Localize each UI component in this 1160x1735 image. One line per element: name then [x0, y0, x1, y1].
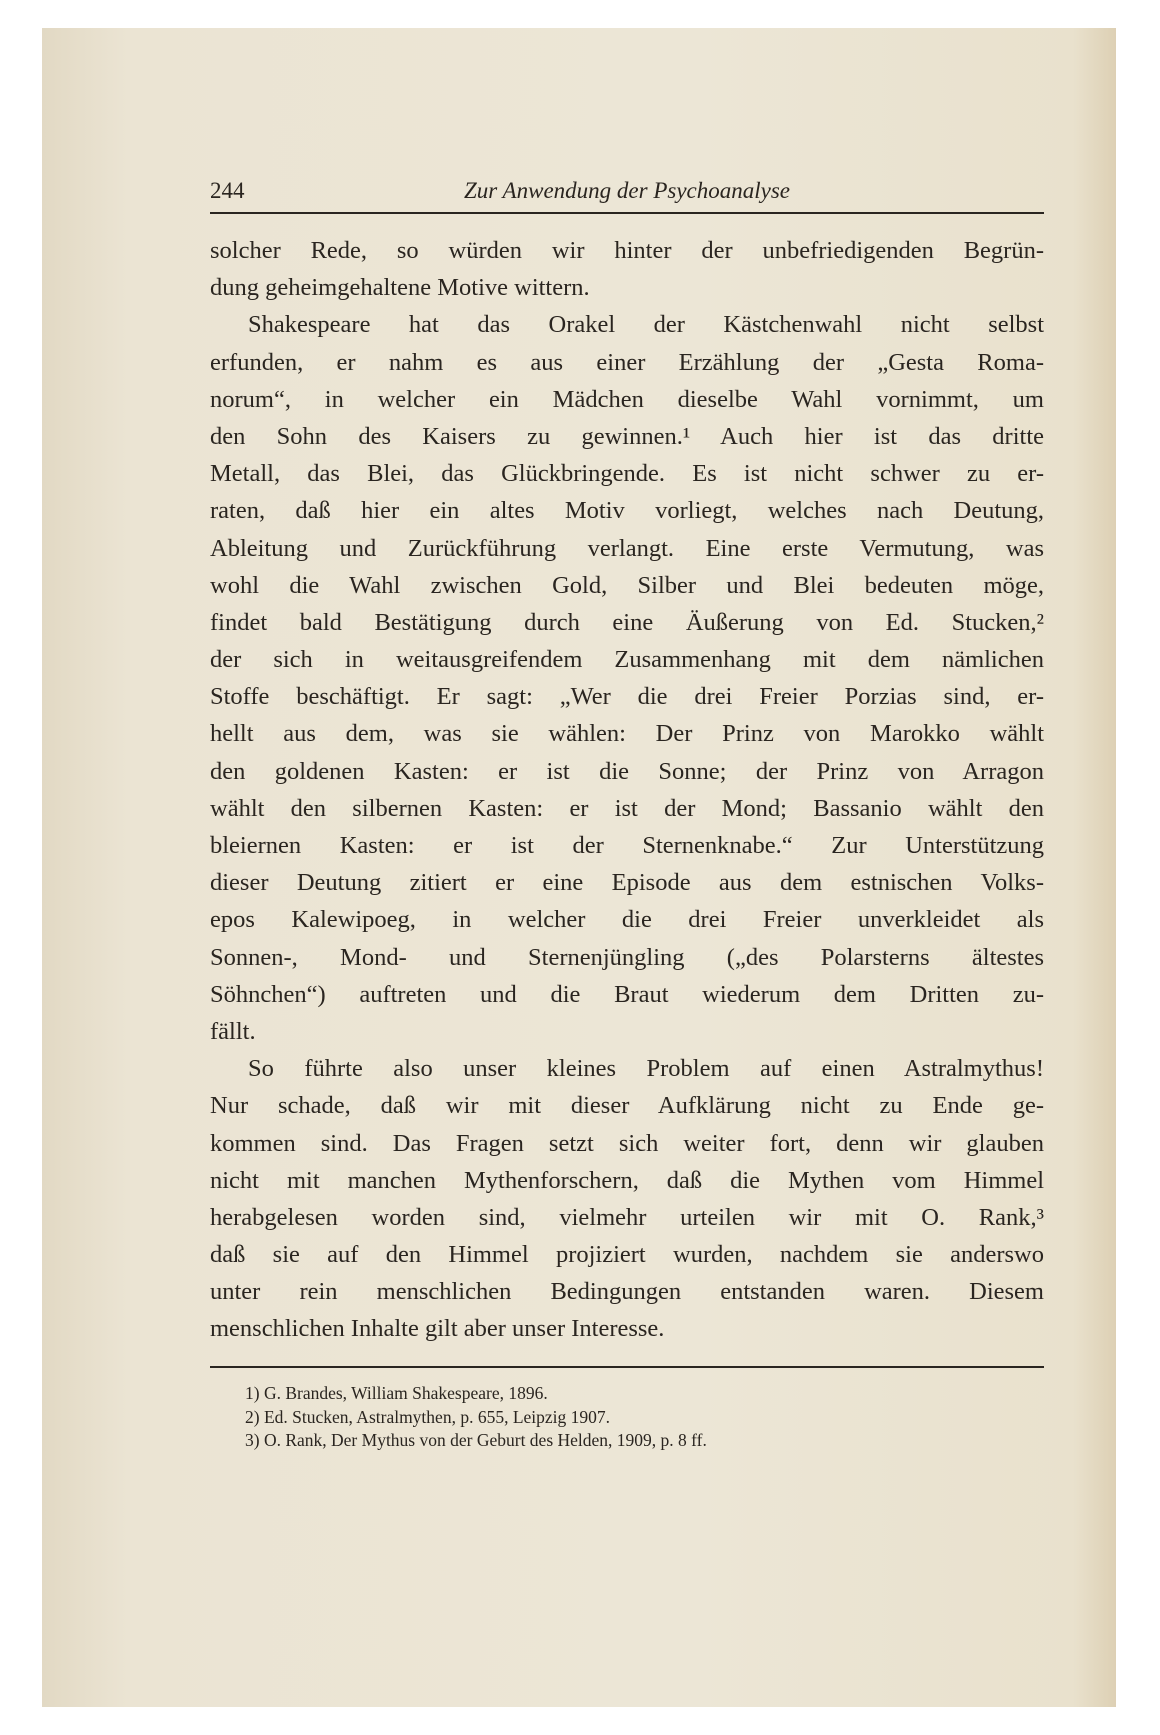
footnotes [245, 1382, 707, 1453]
text-line: erfunden, er nahm es aus einer Erzählung der „Gesta Roma- [210, 348, 1044, 376]
text-line: menschlichen Inhalte gilt aber unser Interesse. [210, 1315, 665, 1343]
header-rule [210, 212, 1044, 214]
text-line: fällt. [210, 1017, 256, 1045]
text-line: Shakespeare hat das Orakel der Kästchenwahl nicht selbst [248, 311, 1044, 339]
text-line: dung geheimgehaltene Motive wittern. [210, 274, 590, 302]
text-line: norum“, in welcher ein Mädchen dieselbe Wahl vornimmt, um [210, 385, 1044, 413]
text-line: hellt aus dem, was sie wählen: Der Prinz von Marokko wählt [210, 720, 1044, 748]
text-line: wählt den silbernen Kasten: er ist der Mond; Bassanio wählt den [210, 794, 1044, 822]
text-line: kommen sind. Das Fragen setzt sich weiter fort, denn wir glauben [210, 1129, 1044, 1157]
footnote-rule [210, 1366, 1044, 1368]
text-line: epos Kalewipoeg, in welcher die drei Freier unverkleidet als [210, 906, 1044, 934]
text-line: unter rein menschlichen Bedingungen entstanden waren. Diesem [210, 1278, 1044, 1306]
text-line: den goldenen Kasten: er ist die Sonne; der Prinz von Arragon [210, 757, 1044, 785]
text-line: So führte also unser kleines Problem auf einen Astralmythus! [248, 1055, 1044, 1083]
body-text [210, 232, 1044, 1348]
text-line: wohl die Wahl zwischen Gold, Silber und Blei bedeuten möge, [210, 571, 1044, 599]
footnote-3: 3) O. Rank, Der Mythus von der Geburt des Helden, 1909, p. 8 ff. [245, 1430, 707, 1450]
text-line: dieser Deutung zitiert er eine Episode aus dem estnischen Volks- [210, 869, 1044, 897]
text-line: bleiernen Kasten: er ist der Sternenknabe.“ Zur Unterstützung [210, 832, 1044, 859]
text-line: nicht mit manchen Mythenforschern, daß die Mythen vom Himmel [210, 1166, 1044, 1194]
footnote-1: 1) G. Brandes, William Shakespeare, 1896. [245, 1383, 548, 1403]
text-line: den Sohn des Kaisers zu gewinnen.¹ Auch hier ist das dritte [210, 422, 1044, 450]
running-header [210, 178, 1044, 208]
text-line: Sonnen-, Mond- und Sternenjüngling („des Polarsterns ältestes [210, 943, 1044, 971]
text-line: Stoffe beschäftigt. Er sagt: „Wer die drei Freier Porzias sind, er- [210, 683, 1044, 711]
text-line: herabgelesen worden sind, vielmehr urteilen wir mit O. Rank,³ [210, 1203, 1044, 1231]
text-line: raten, daß hier ein altes Motiv vorliegt, welches nach Deutung, [210, 497, 1044, 525]
page-number: 244 [210, 178, 245, 203]
text-line: Metall, das Blei, das Glückbringende. Es ist nicht schwer zu er- [210, 460, 1044, 488]
text-line: daß sie auf den Himmel projiziert wurden, nachdem sie anderswo [210, 1241, 1044, 1269]
text-line: Ableitung und Zurückführung verlangt. Eine erste Vermutung, was [210, 534, 1044, 562]
text-line: der sich in weitausgreifendem Zusammenhang mit dem nämlichen [210, 646, 1044, 674]
footnote-2: 2) Ed. Stucken, Astralmythen, p. 655, Leipzig 1907. [245, 1406, 611, 1427]
running-title: Zur Anwendung der Psychoanalyse [463, 178, 790, 203]
text-line: Nur schade, daß wir mit dieser Aufklärung nicht zu Ende ge- [210, 1092, 1044, 1120]
text-line: Söhnchen“) auftreten und die Braut wiederum dem Dritten zu- [210, 980, 1044, 1008]
text-line: solcher Rede, so würden wir hinter der unbefriedigenden Begrün- [210, 237, 1044, 264]
text-line: findet bald Bestätigung durch eine Äußerung von Ed. Stucken,² [210, 608, 1044, 636]
